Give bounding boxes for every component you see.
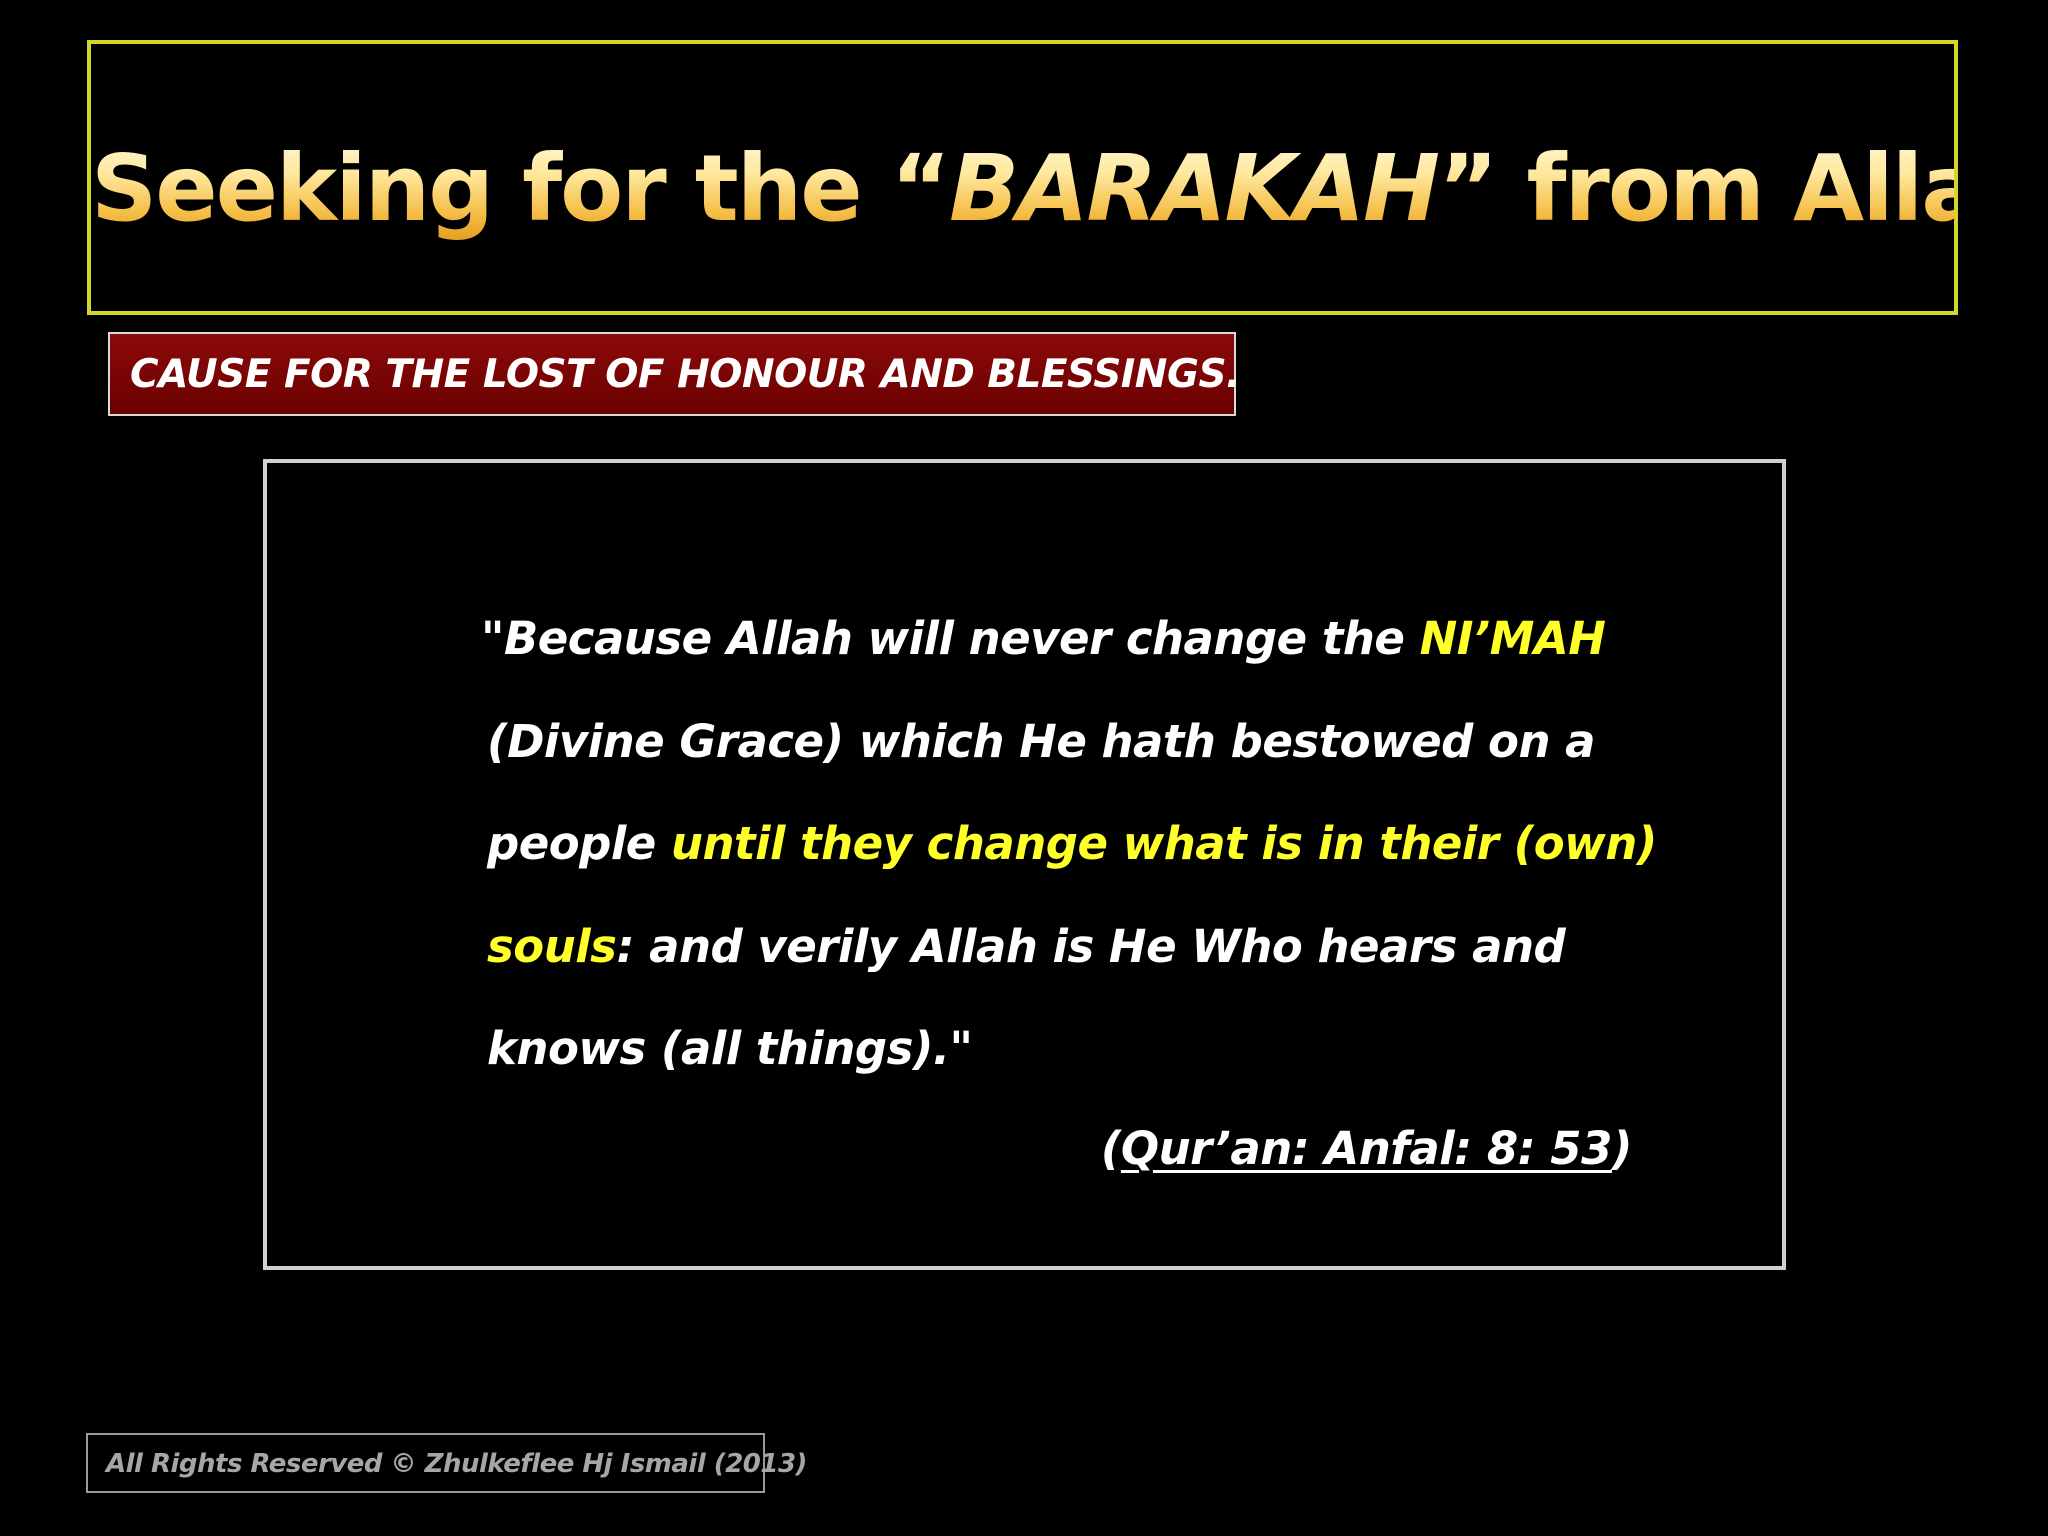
title-part-2: ” from Allah (1438, 135, 2045, 242)
quote-line-5: knows (all things)." (487, 1022, 973, 1075)
title-box (87, 40, 2045, 315)
citation-close: ) (1611, 1122, 1632, 1175)
quote-text (481, 588, 1687, 1101)
slide-title (91, 134, 2045, 244)
quran-citation (1101, 1119, 1632, 1179)
quote-line-2: (Divine Grace) which He hath bestowed on a (487, 714, 1596, 768)
quote-box (263, 459, 1786, 1270)
quote-highlight-change: until they change what is in their (own) (670, 817, 1657, 870)
copyright-text: All Rights Reserved © Zhulkeflee Hj Ismail (2013) (106, 1449, 807, 1479)
subtitle-text: CAUSE FOR THE LOST OF HONOUR AND BLESSINGS. (130, 352, 1241, 397)
quote-line-1 (481, 588, 1687, 691)
quote-highlight-nimah: NI’MAH (1419, 612, 1606, 665)
quote-line-1-text: "Because Allah will never change the (481, 612, 1420, 665)
citation-open: ( (1100, 1122, 1121, 1175)
subtitle-banner (108, 332, 1241, 416)
title-part-1: Seeking for the “ (91, 135, 950, 242)
citation-reference: Qur’an: Anfal: 8: 53 (1120, 1122, 1612, 1175)
quote-line-3 (487, 793, 1687, 896)
quote-line-4-text: : and verily Allah is He Who hears and (616, 919, 1566, 973)
footer-box (86, 1433, 807, 1493)
title-emphasis: BARAKAH (949, 135, 1439, 242)
quote-line-3-text: people (487, 817, 671, 870)
quote-highlight-souls: souls (487, 919, 617, 973)
quote-line-4 (487, 896, 1687, 999)
